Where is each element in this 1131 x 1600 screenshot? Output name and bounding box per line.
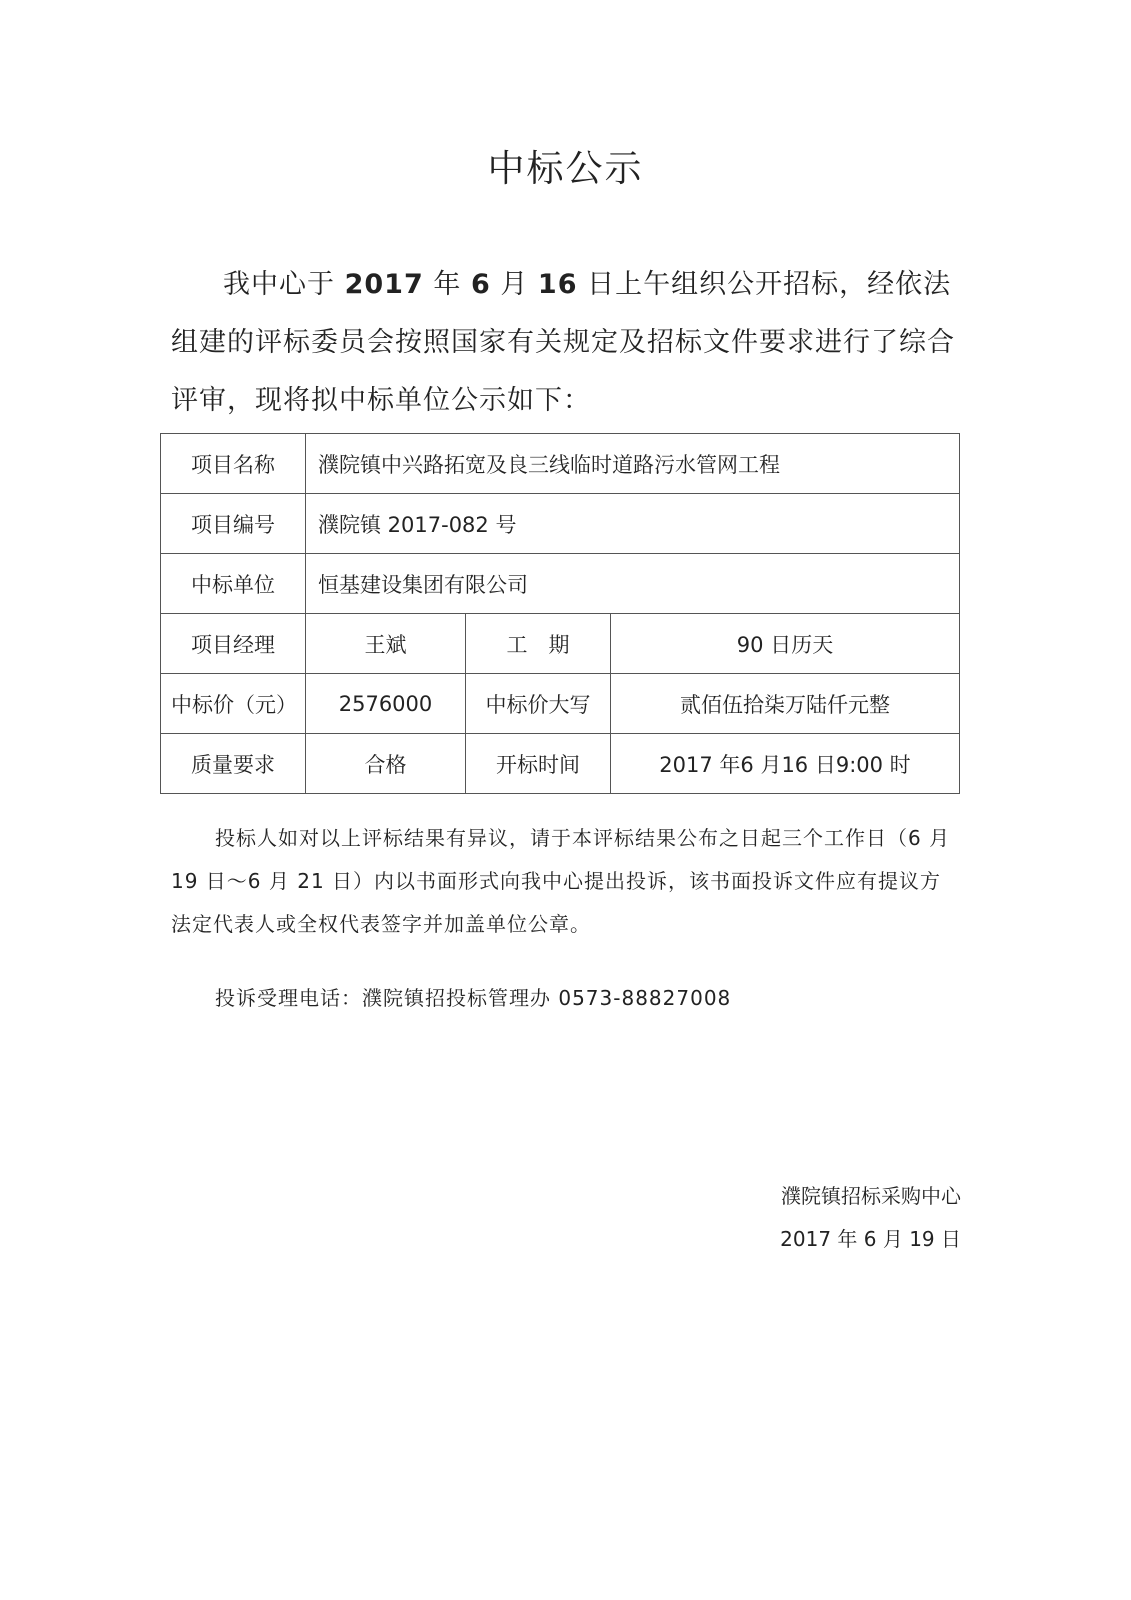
table-row [161, 614, 960, 674]
complaint-phone-text: 投诉受理电话：濮院镇招投标管理办 0573-88827008 [215, 986, 732, 1010]
objection-text: 投标人如对以上评标结果有异议，请于本评标结果公布之日起三个工作日（6 月 19 日～6 月 21 日）内以书面形式向我中心提出投诉，该书面投诉文件应有提议方法定代表人或全权代表签字并加盖单位公章。 [171, 826, 951, 936]
intro-paragraph [171, 256, 961, 430]
winner-label: 中标单位 [161, 554, 306, 614]
table-row [161, 674, 960, 734]
manager-label: 项目经理 [161, 614, 306, 674]
open-time-value: 2017 年6 月16 日9:00 时 [611, 734, 960, 794]
period-label: 工 期 [466, 614, 611, 674]
project-no-label: 项目编号 [161, 494, 306, 554]
intro-text-4: 日上午组织公开招标，经依法组建的评标委员会按照国家有关规定及招标文件要求进行了综合评审，现将拟中标单位公示如下： [171, 269, 955, 416]
price-label: 中标价（元） [161, 674, 306, 734]
project-no-value: 濮院镇 2017-082 号 [306, 494, 960, 554]
winner-value: 恒基建设集团有限公司 [306, 554, 960, 614]
price-upper-value: 贰佰伍拾柒万陆仟元整 [611, 674, 960, 734]
table-row [161, 494, 960, 554]
page-title: 中标公示 [487, 147, 644, 190]
objection-paragraph [171, 817, 961, 946]
quality-label: 质量要求 [161, 734, 306, 794]
complaint-phone-paragraph [171, 977, 961, 1020]
project-name-value: 濮院镇中兴路拓宽及良三线临时道路污水管网工程 [306, 434, 960, 494]
price-value: 2576000 [306, 674, 466, 734]
intro-day: 16 [537, 269, 578, 300]
table-row [161, 434, 960, 494]
manager-value: 王斌 [306, 614, 466, 674]
open-time-label: 开标时间 [466, 734, 611, 794]
period-value: 90 日历天 [611, 614, 960, 674]
intro-text-1: 我中心于 [223, 269, 335, 300]
intro-year: 2017 [344, 269, 424, 300]
price-upper-label: 中标价大写 [466, 674, 611, 734]
quality-value: 合格 [306, 734, 466, 794]
award-info-table [160, 433, 960, 794]
intro-text-2: 年 [433, 269, 462, 300]
intro-month: 6 [470, 269, 491, 300]
footer-org: 濮院镇招标采购中心 [781, 1184, 961, 1208]
project-name-label: 项目名称 [161, 434, 306, 494]
intro-text-3: 月 [500, 269, 529, 300]
footer-date: 2017 年 6 月 19 日 [780, 1227, 961, 1251]
table-row [161, 554, 960, 614]
table-row [161, 734, 960, 794]
